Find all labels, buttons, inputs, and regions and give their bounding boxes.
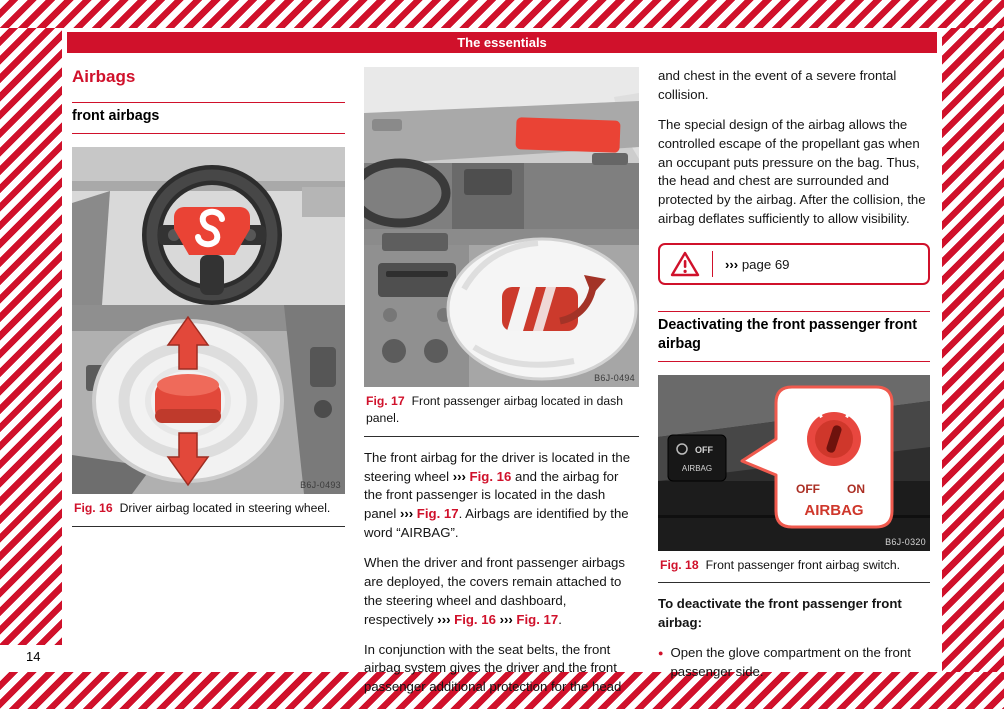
fig17-code: B6J-0494 xyxy=(594,373,635,383)
xref-fig16: Fig. 16 xyxy=(465,468,512,484)
switch-airbag-label: AIRBAG xyxy=(804,501,864,519)
figure-17-images xyxy=(364,67,639,387)
fig16-steering-wheel-illustration xyxy=(72,147,345,305)
text-run: . Airbags are identified by the word “AIRBAG”. xyxy=(364,506,629,541)
xref-arrows: ››› xyxy=(725,256,739,272)
fig17-caption xyxy=(364,387,639,437)
warning-icon-wrap xyxy=(670,251,713,277)
bullet-dot-icon: ● xyxy=(658,648,664,659)
column-middle xyxy=(364,67,639,708)
manual-page xyxy=(62,28,942,695)
section-heading-deactivating: Deactivating the front passenger front airbag xyxy=(658,311,930,362)
switch-off-label: OFF xyxy=(796,481,820,496)
figure-18-image xyxy=(658,375,930,551)
text-run: . xyxy=(558,611,562,627)
fig17-caption-text: Front passenger airbag located in dash panel. xyxy=(366,394,623,425)
switch-on-label: ON xyxy=(847,481,865,496)
xref-fig17: Fig. 17 xyxy=(413,506,459,522)
content-columns xyxy=(62,53,942,708)
fig18-code: B6J-0320 xyxy=(885,536,926,547)
plate-off-label: OFF xyxy=(695,444,713,455)
plate-airbag-label: AIRBAG xyxy=(681,463,713,473)
paragraph-front-airbag-location xyxy=(364,449,639,543)
striped-border-top xyxy=(0,0,1004,28)
paragraph-seat-belts: In conjunction with the seat belts, the front airbag system gives the driver and the front passenger additional protection for the head xyxy=(364,641,622,695)
bullet-text: Open the glove compartment on the front passenger side. xyxy=(670,645,911,680)
deactivate-intro: To deactivate the front passenger front airbag: xyxy=(658,596,902,631)
paragraph-covers-attached xyxy=(364,554,639,630)
text-run: When the driver and front passenger airbags are deployed, the covers remain attached to the steering wheel and dashboard, respectively xyxy=(364,555,625,627)
fig16-caption xyxy=(72,494,345,527)
passenger-airbag-panel-highlight xyxy=(515,117,620,153)
subheading-front-airbags: front airbags xyxy=(72,102,345,133)
xref-fig17: Fig. 17 xyxy=(512,611,559,627)
fig18-caption-text: Front passenger front airbag switch. xyxy=(705,557,901,572)
fig16-code: B6J-0493 xyxy=(300,479,341,490)
page-number: 14 xyxy=(26,649,62,664)
page-banner xyxy=(67,32,937,53)
fig18-airbag-switch-illustration xyxy=(658,375,930,551)
fig17-airbag-deploy-illustration xyxy=(364,229,639,387)
paragraph-airbag-design: The special design of the airbag allows the controlled escape of the propellant gas when an occupant puts pressure on the bag. Thus, the head and chest are surrounded and protected by the airbag. After the collision, the airbag deflates sufficiently to allow visibility. xyxy=(658,116,926,227)
xref-arrows: ››› xyxy=(452,468,466,484)
warning-page-ref: page 69 xyxy=(738,256,790,272)
xref-fig16: Fig. 16 xyxy=(450,611,496,627)
fig16-caption-text: Driver airbag located in steering wheel. xyxy=(119,500,331,515)
driver-airbag-pad xyxy=(174,207,250,255)
fig16-label: Fig. 16 xyxy=(74,500,113,515)
airbag-off-indicator-plate xyxy=(668,435,726,481)
paragraph-chest-collision: and chest in the event of a severe frontal collision. xyxy=(658,68,897,102)
fig17-label: Fig. 17 xyxy=(366,394,405,408)
column-left xyxy=(72,67,345,708)
text-run: and the airbag for the front passenger is located in the dash panel xyxy=(364,468,619,522)
column-right xyxy=(658,67,930,708)
fig18-caption xyxy=(658,551,930,584)
bullet-item-open-glovebox xyxy=(658,644,930,682)
text-run: The front airbag for the driver is located in the steering wheel xyxy=(364,449,631,484)
warning-reference xyxy=(725,257,790,272)
striped-border-right xyxy=(942,28,1004,672)
fig17-dash-illustration xyxy=(364,67,639,229)
xref-arrows: ››› xyxy=(495,611,513,627)
xref-arrows: ››› xyxy=(399,506,414,522)
airbag-cushion xyxy=(155,374,221,423)
warning-triangle-icon xyxy=(670,251,700,277)
banner-title: The essentials xyxy=(457,35,547,50)
heading-airbags: Airbags xyxy=(72,67,136,86)
striped-border-left xyxy=(0,28,62,645)
fig16-airbag-deploy-illustration xyxy=(72,305,345,494)
warning-box xyxy=(658,243,930,285)
figure-16-images xyxy=(72,147,345,494)
fig18-label: Fig. 18 xyxy=(660,557,699,572)
xref-arrows: ››› xyxy=(437,611,451,627)
